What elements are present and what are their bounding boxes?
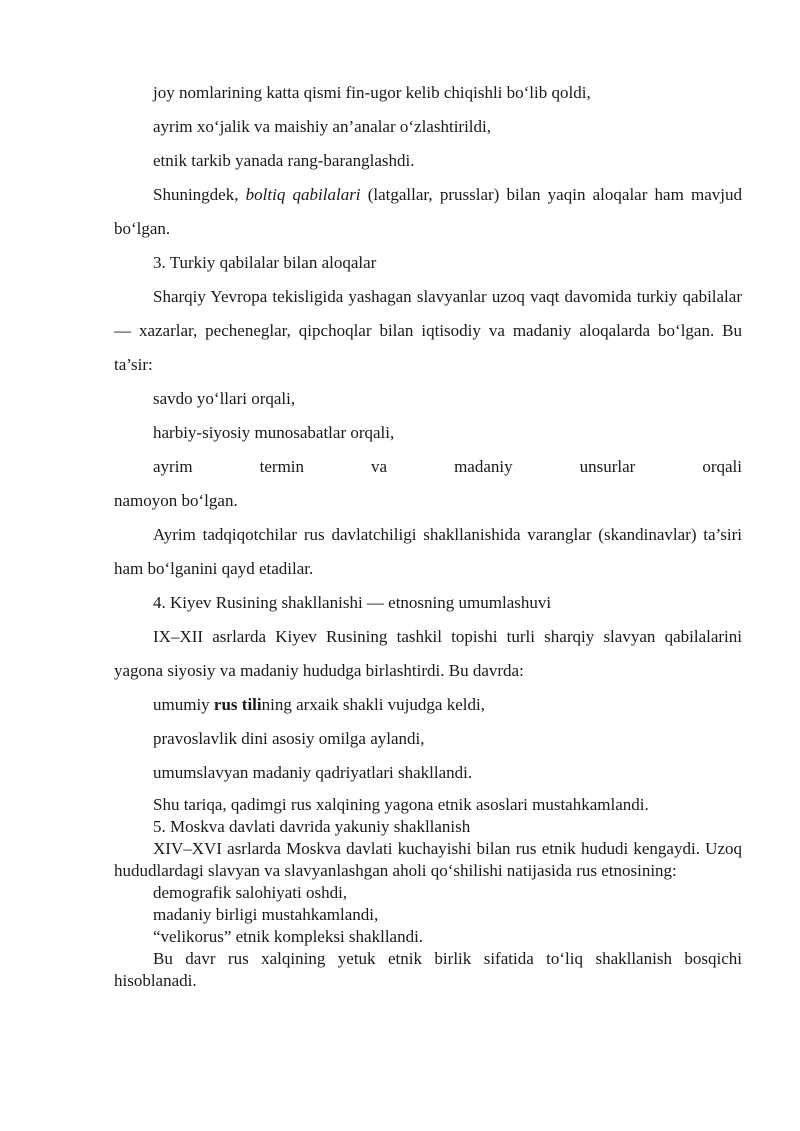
paragraph-turkic: Sharqiy Yevropa tekisligida yashagan slavyanlar uzoq vaqt davomida turkiy qabilalar — xazarlar, pecheneglar, qipchoqlar bilan iqtisodiy va madaniy aloqalarda bo‘lgan. Bu ta’sir: xyxy=(114,287,742,374)
paragraph-final: Bu davr rus xalqining yetuk etnik birlik sifatida to‘liq shakllanish bosqichi hisoblanadi. xyxy=(114,949,742,990)
list-item: pravoslavlik dini asosiy omilga aylandi, xyxy=(153,729,425,748)
list-item: ayrim termin va madaniy unsurlar orqali xyxy=(153,457,742,476)
list-item-text: umumiy xyxy=(153,695,214,714)
document-page xyxy=(114,76,742,992)
paragraph-varangian: Ayrim tadqiqotchilar rus davlatchiligi shakllanishida varanglar (skandinavlar) ta’siri ham bo‘lganini qayd etadilar. xyxy=(114,525,742,578)
list-item-text: ning arxaik shakli vujudga keldi, xyxy=(261,695,485,714)
italic-term: boltiq qabilalari xyxy=(245,185,361,204)
bold-term: rus tili xyxy=(213,695,262,714)
section-heading-4: 4. Kiyev Rusining shakllanishi — etnosning umumlashuvi xyxy=(153,593,552,612)
list-item: etnik tarkib yanada rang-baranglashdi. xyxy=(153,151,415,170)
list-item-continuation: namoyon bo‘lgan. xyxy=(114,491,238,510)
list-item: demografik salohiyati oshdi, xyxy=(153,883,348,902)
paragraph-text: (latgallar, prusslar) bilan yaqin aloqalar ham mavjud bo‘lgan. xyxy=(114,185,743,238)
paragraph-kiev: IX–XII asrlarda Kiyev Rusining tashkil topishi turli sharqiy slavyan qabilalarini yagona siyosiy va madaniy hududga birlashtirdi. Bu davrda: xyxy=(114,627,742,680)
section-heading-3: 3. Turkiy qabilalar bilan aloqalar xyxy=(153,253,377,272)
list-item: harbiy-siyosiy munosabatlar orqali, xyxy=(153,423,395,442)
paragraph-text: Shuningdek, xyxy=(153,185,246,204)
document-body-section xyxy=(114,76,742,790)
list-item xyxy=(114,688,742,722)
list-item: umumslavyan madaniy qadriyatlari shakllandi. xyxy=(153,763,473,782)
list-item: savdo yo‘llari orqali, xyxy=(153,389,296,408)
list-item: madaniy birligi mustahkamlandi, xyxy=(153,905,379,924)
section-heading-5: 5. Moskva davlati davrida yakuniy shakllanish xyxy=(153,817,471,836)
paragraph-result: Shu tariqa, qadimgi rus xalqining yagona etnik asoslari mustahkamlandi. xyxy=(153,795,649,814)
list-item: “velikorus” etnik kompleksi shakllandi. xyxy=(153,927,424,946)
list-item: ayrim xo‘jalik va maishiy an’analar o‘zlashtirildi, xyxy=(153,117,491,136)
list-item: joy nomlarining katta qismi fin-ugor kelib chiqishli bo‘lib qoldi, xyxy=(153,83,591,102)
paragraph-moscow: XIV–XVI asrlarda Moskva davlati kuchayishi bilan rus etnik hududi kengaydi. Uzoq hududlardagi slavyan va slavyanlashgan aholi qo‘shilishi natijasida rus etnosining: xyxy=(114,839,742,880)
document-body-section-compact xyxy=(114,794,742,992)
paragraph-baltic xyxy=(114,178,742,246)
